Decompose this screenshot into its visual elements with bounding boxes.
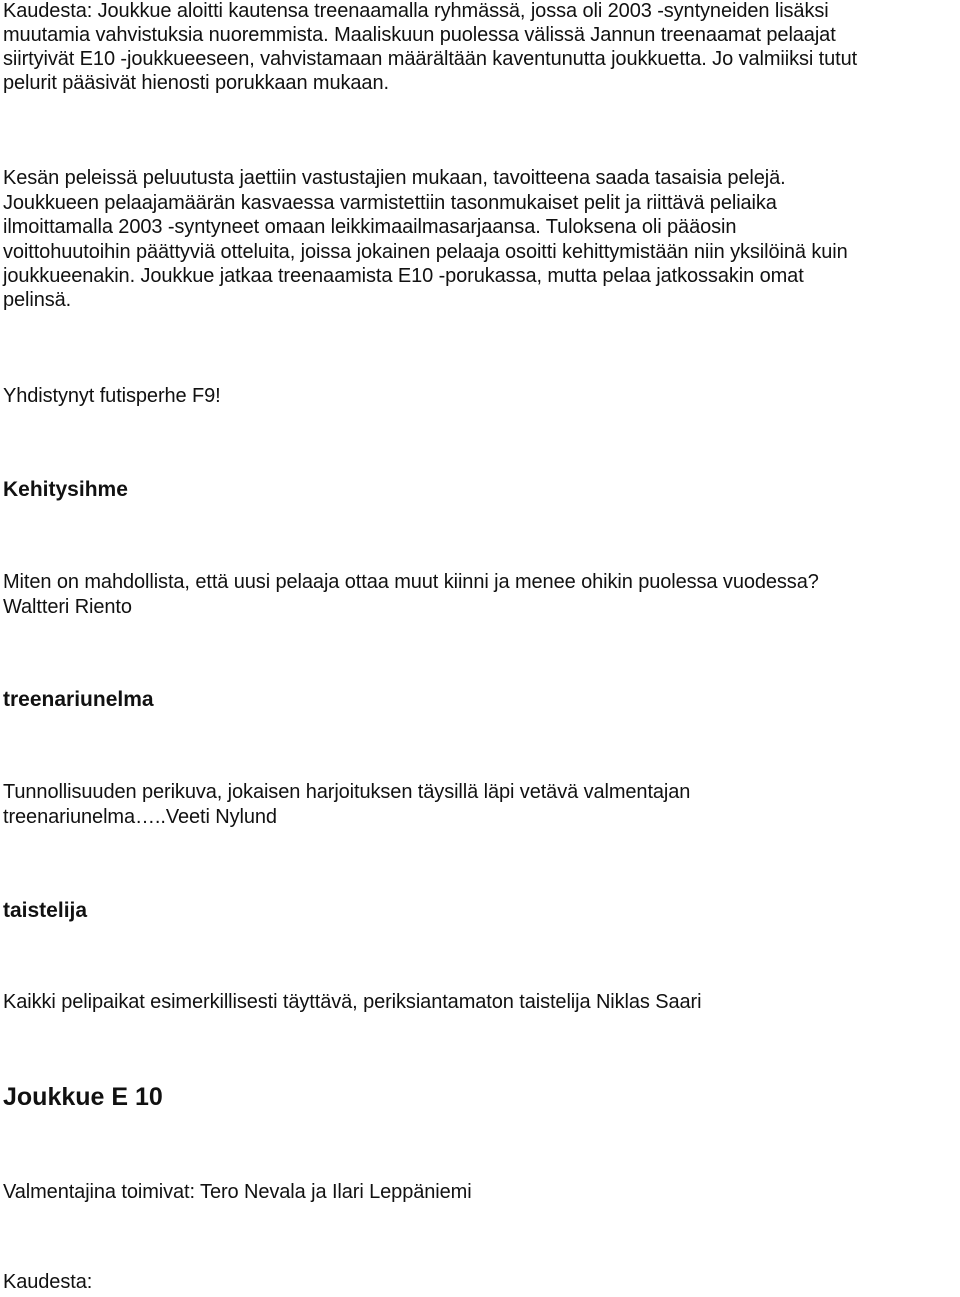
paragraph-2-line-2: Joukkueen pelaajamäärän kasvaessa varmistettiin tasonmukaiset pelit ja riittävä peliaika	[3, 192, 777, 214]
paragraph-1-line-3: siirtyivät E10 -joukkueeseen, vahvistamaan määrältään kaventunutta joukkuetta. Jo valmiiksi tutut	[3, 48, 858, 70]
paragraph-2-line-6: pelinsä.	[3, 289, 72, 311]
heading-treenariunelma: treenariunelma	[3, 688, 154, 711]
paragraph-4-line-1: Miten on mahdollista, että uusi pelaaja ottaa muut kiinni ja menee ohikin puolessa vuodessa?	[3, 571, 819, 593]
paragraph-7: Valmentajina toimivat: Tero Nevala ja Ilari Leppäniemi	[3, 1181, 472, 1203]
paragraph-1-line-2: muutamia vahvistuksia nuoremmista. Maaliskuun puolessa välissä Jannun treenaamat pelaajat	[3, 24, 836, 46]
paragraph-6: Kaikki pelipaikat esimerkillisesti täyttävä, periksiantamaton taistelija Niklas Saari	[3, 991, 702, 1013]
paragraph-2-line-1: Kesän peleissä peluutusta jaettiin vastustajien mukaan, tavoitteena saada tasaisia pelejä.	[3, 167, 786, 189]
heading-taistelija: taistelija	[3, 899, 88, 922]
heading-joukkue-e10: Joukkue E 10	[3, 1083, 163, 1111]
paragraph-2-line-4: voittohuutoihin päättyviä otteluita, joissa jokainen pelaaja osoitti kehittymistään niin yksilöinä kuin	[3, 241, 848, 263]
paragraph-2-line-3: ilmoittamalla 2003 -syntyneet omaan leikkimaailmasarjaansa. Tuloksena oli pääosin	[3, 216, 737, 238]
paragraph-1-line-1: Kaudesta: Joukkue aloitti kautensa treenaamalla ryhmässä, jossa oli 2003 -syntyneiden lisäksi	[3, 0, 829, 22]
heading-kehitysihme: Kehitysihme	[3, 478, 128, 501]
paragraph-1-line-4: pelurit pääsivät hienosti porukkaan mukaan.	[3, 72, 389, 94]
paragraph-4-line-2: Waltteri Riento	[3, 596, 132, 618]
paragraph-5-line-2: treenariunelma…..Veeti Nylund	[3, 806, 277, 828]
paragraph-5-line-1: Tunnollisuuden perikuva, jokaisen harjoituksen täysillä läpi vetävä valmentajan	[3, 781, 691, 803]
paragraph-3: Yhdistynyt futisperhe F9!	[3, 385, 221, 407]
paragraph-8: Kaudesta:	[3, 1271, 93, 1293]
paragraph-2-line-5: joukkueenakin. Joukkue jatkaa treenaamista E10 -porukassa, mutta pelaa jatkossakin omat	[3, 265, 804, 287]
